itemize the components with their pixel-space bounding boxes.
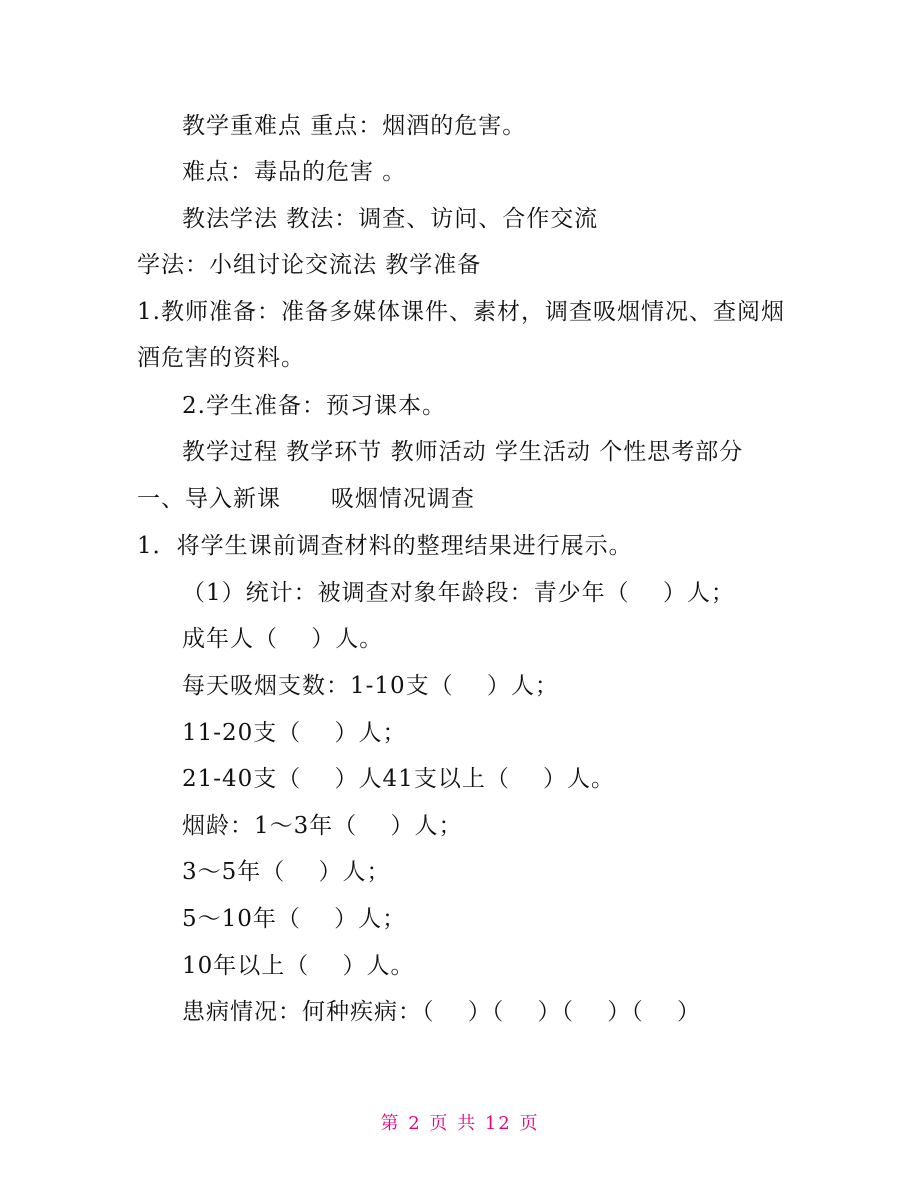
text-line-process-header: 教学过程 教学环节 教师活动 学生活动 个性思考部分 bbox=[182, 439, 744, 465]
text-line-illness: 患病情况：何种疾病：（ ）（ ）（ ）（ ） bbox=[182, 999, 701, 1025]
text-line-teacher-prep: 1.教师准备：准备多媒体课件、素材，调查吸烟情况、查阅烟 bbox=[137, 299, 785, 325]
text-line-student-prep: 2.学生准备：预习课本。 bbox=[182, 393, 446, 419]
text-line-statistics: （1）统计：被调查对象年龄段：青少年（ ）人； bbox=[182, 580, 735, 606]
text-line-years-10-plus: 10年以上（ ）人。 bbox=[182, 953, 415, 979]
text-line-item-1: 1．将学生课前调查材料的整理结果进行展示。 bbox=[137, 533, 633, 559]
text-line-count-21-40: 21-40支（ ）人41支以上（ ）人。 bbox=[182, 766, 616, 792]
text-line-key-points: 教学重难点 重点：烟酒的危害。 bbox=[182, 113, 527, 139]
text-line-smoking-years: 烟龄：1～3年（ ）人； bbox=[182, 813, 463, 839]
text-line-intro-section: 一、导入新课 吸烟情况调查 bbox=[137, 486, 475, 512]
page-number-footer: 第 2 页 共 12 页 bbox=[380, 1113, 540, 1134]
text-line-adults: 成年人（ ）人。 bbox=[182, 626, 384, 652]
text-line-years-5-10: 5～10年（ ）人； bbox=[182, 906, 407, 932]
text-line-teaching-methods: 教法学法 教法：调查、访问、合作交流 bbox=[182, 206, 599, 232]
text-line-learning-methods: 学法：小组讨论交流法 教学准备 bbox=[137, 252, 482, 278]
text-line-daily-count: 每天吸烟支数：1-10支（ ）人； bbox=[182, 673, 559, 699]
text-line-count-11-20: 11-20支（ ）人； bbox=[182, 720, 407, 746]
text-line-teacher-prep-cont: 酒危害的资料。 bbox=[137, 345, 305, 371]
text-line-difficulty: 难点：毒品的危害 。 bbox=[182, 159, 407, 185]
text-line-years-3-5: 3～5年（ ）人； bbox=[182, 859, 391, 885]
